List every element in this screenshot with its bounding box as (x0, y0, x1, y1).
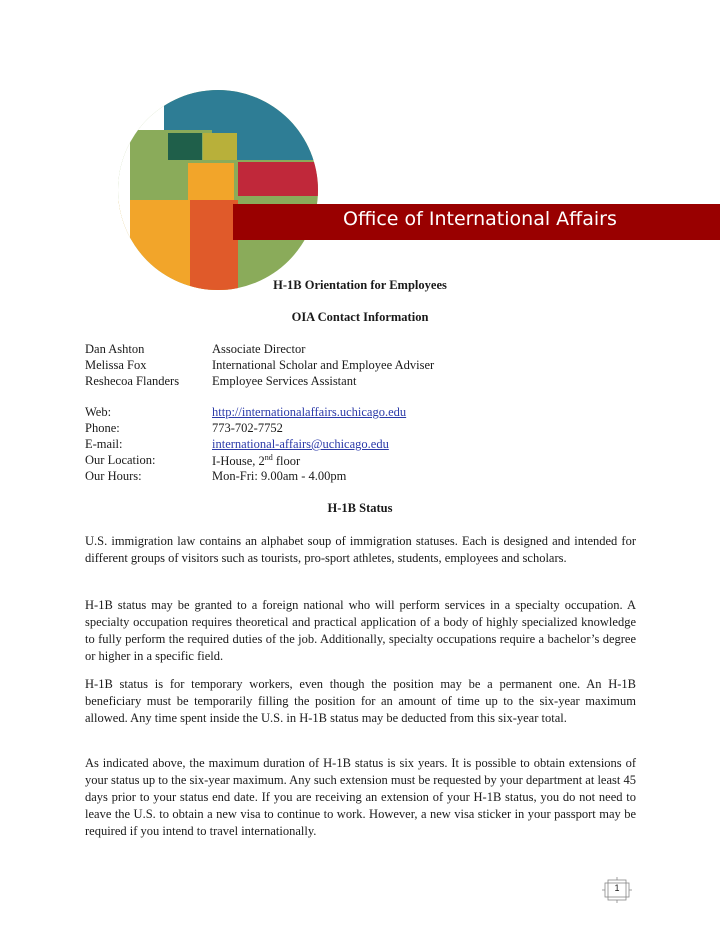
body-paragraph: H-1B status is for temporary workers, even though the position may be a permanent one. An H-1B beneficiary must be temporarily filling the position for an amount of time up to the six-year maximum allowed. Any time spent inside the U.S. in H-1B status may be deducted from this six-year total. (85, 677, 636, 725)
header-banner (233, 204, 720, 240)
status-heading: H-1B Status (327, 501, 393, 515)
staff-role: Associate Director (212, 342, 306, 356)
page-number-badge (600, 876, 634, 904)
page-number: 1 (614, 883, 620, 893)
web-label: Web: (85, 405, 112, 419)
location-label: Our Location: (85, 453, 156, 467)
staff-name: Reshecoa Flanders (85, 374, 180, 388)
body-paragraph: H-1B status may be granted to a foreign national who will perform services in a specialty occupation. A specialty occupation requires theoretical and practical application of a body of highly specialized knowledge to fully perform the required duties of the job. Additionally, specialty occupations require a bachelor’s degree or higher in a specific field. (85, 598, 636, 663)
location-value (212, 453, 300, 469)
body-paragraph: As indicated above, the maximum duration of H-1B status is six years. It is possible to obtain extensions of your status up to the six-year maximum. Any such extension must be requested by your department at least 45 days prior to your status end date. If you are receiving an extension of your H-1B status, you do not need to leave the U.S. to obtain a new visa to continue to work. However, a new visa sticker in your passport may be required if you intend to travel internationally. (85, 756, 636, 838)
document-title: H-1B Orientation for Employees (273, 278, 447, 292)
staff-role: International Scholar and Employee Adviser (212, 358, 435, 372)
banner-title: Office of International Affairs (343, 208, 617, 230)
phone-label: Phone: (85, 421, 120, 435)
staff-role: Employee Services Assistant (212, 374, 357, 388)
phone-value: 773-702-7752 (212, 421, 283, 435)
contact-heading: OIA Contact Information (291, 310, 429, 324)
hours-value: Mon-Fri: 9.00am - 4.00pm (212, 469, 347, 483)
location-text-post: floor (272, 454, 301, 469)
body-paragraph: U.S. immigration law contains an alphabet soup of immigration statuses. Each is designed and intended for different groups of visitors such as tourists, pro-sport athletes, students, employees and scholars. (85, 534, 636, 565)
staff-name: Dan Ashton (85, 342, 145, 356)
location-text: I-House, 2 (212, 454, 265, 469)
oia-logo (118, 90, 318, 290)
email-link[interactable]: international-affairs@uchicago.edu (212, 437, 389, 451)
email-label: E-mail: (85, 437, 123, 451)
location-sup: nd (264, 453, 273, 462)
hours-label: Our Hours: (85, 469, 142, 483)
staff-name: Melissa Fox (85, 358, 147, 372)
web-link[interactable]: http://internationalaffairs.uchicago.edu (212, 405, 407, 419)
